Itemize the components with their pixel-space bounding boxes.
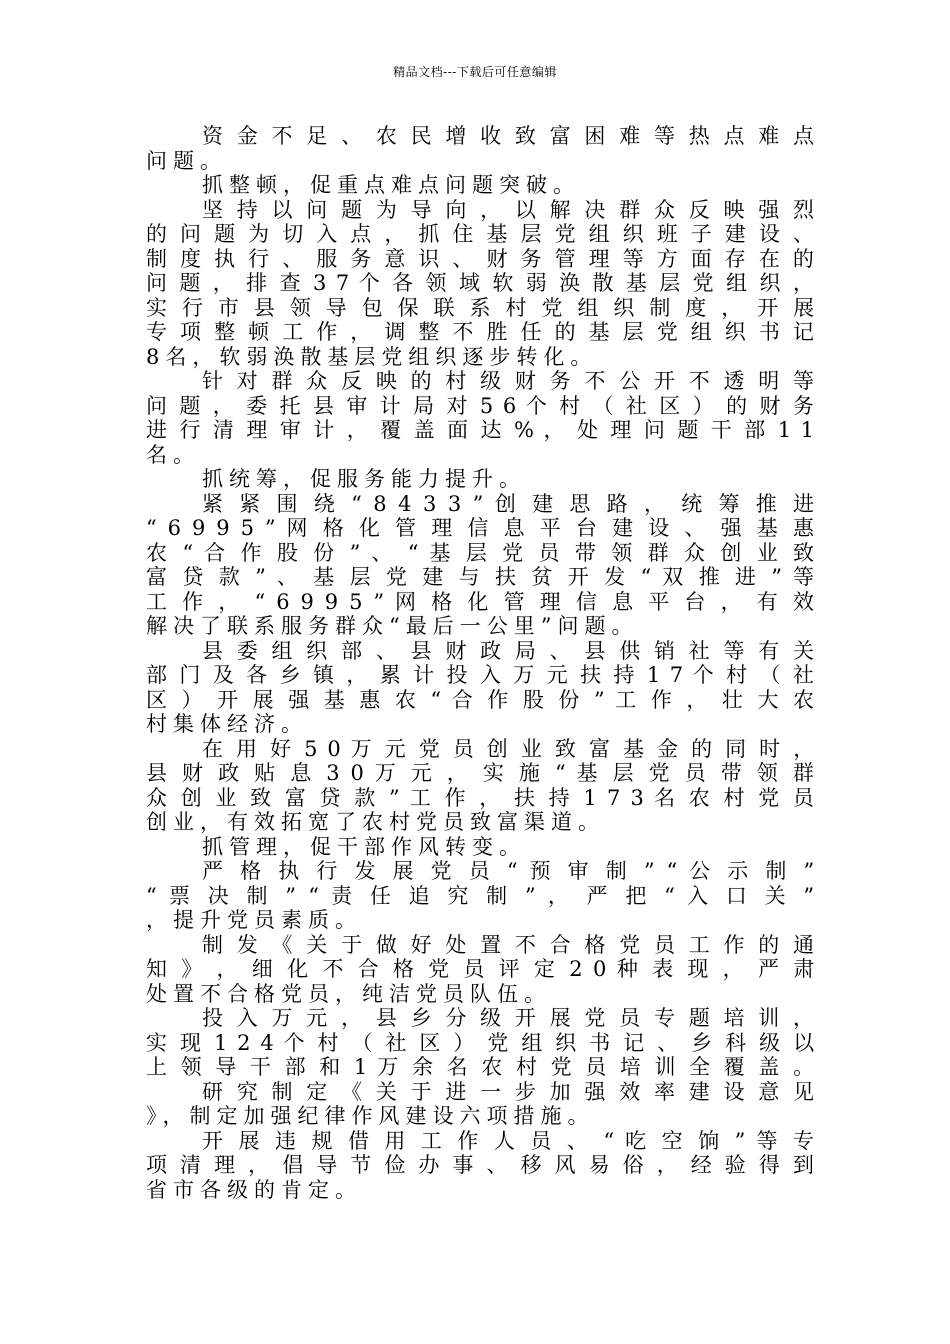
text-line: 众 创 业 致 富 贷 款 ” 工 作 ， 扶 持 1 7 3 名 农 村 党 员: [146, 785, 814, 810]
text-line: 8名，软弱涣散基层党组织逐步转化。: [146, 344, 598, 369]
text-line: 进 行 清 理 审 计 ， 覆 盖 面 达 % ， 处 理 问 题 干 部 1 1: [146, 418, 814, 442]
text-line: 的 问 题 为 切 入 点 ， 抓 住 基 层 党 组 织 班 子 建 设 、: [146, 222, 814, 246]
text-line: 资 金 不 足 、 农 民 增 收 致 富 困 难 等 热 点 难 点: [202, 124, 815, 148]
text-line: 抓整顿，促重点难点问题突破。: [202, 173, 580, 197]
text-line: 投 入 万 元 ， 县 乡 分 级 开 展 党 员 专 题 培 训 ，: [202, 1006, 815, 1030]
text-line: 实 行 市 县 领 导 包 保 联 系 村 党 组 织 制 度 ， 开 展: [146, 295, 815, 320]
text-line: 》，制定加强纪律作风建设六项措施。: [146, 1104, 595, 1128]
text-line: 严 格 执 行 发 展 党 员 “ 预 审 制 ” “ 公 示 制 ”: [202, 859, 815, 883]
text-line: 坚 持 以 问 题 为 导 向 ， 以 解 决 群 众 反 映 强 烈: [202, 197, 815, 222]
text-line: 解决了联系服务群众“最后一公里”问题。: [146, 614, 639, 638]
text-line: 县 财 政 贴 息 3 0 万 元 ， 实 施 “ 基 层 党 员 带 领 群: [146, 761, 814, 785]
page-header: 精品文档---下载后可任意编辑: [393, 65, 557, 79]
text-line: 知 》 ， 细 化 不 合 格 党 员 评 定 2 0 种 表 现 ， 严 肃: [146, 957, 815, 981]
text-line: 研 究 制 定 《 关 于 进 一 步 加 强 效 率 建 设 意 见: [202, 1079, 815, 1104]
text-line: “ 6 9 9 5 ” 网 格 化 管 理 信 息 平 台 建 设 、 强 基 惠: [146, 516, 814, 540]
text-line: 专 项 整 顿 工 作 ， 调 整 不 胜 任 的 基 层 党 组 织 书 记: [146, 320, 814, 344]
text-line: 创业，有效拓宽了农村党员致富渠道。: [146, 810, 605, 834]
text-line: 问 题 ， 委 托 县 审 计 局 对 5 6 个 村 （ 社 区 ） 的 财 务: [146, 393, 814, 418]
text-line: 部 门 及 各 乡 镇 ， 累 计 投 入 万 元 扶 持 1 7 个 村 （ 社: [146, 663, 814, 687]
text-line: 实 现 1 2 4 个 村 （ 社 区 ） 党 组 织 书 记 、 乡 科 级 以: [146, 1030, 815, 1055]
text-line: 针 对 群 众 反 映 的 村 级 财 务 不 公 开 不 透 明 等: [202, 369, 815, 393]
text-line: 农 “ 合 作 股 份 ” 、 “ 基 层 党 员 带 领 群 众 创 业 致: [146, 540, 815, 565]
text-line: 区 ） 开 展 强 基 惠 农 “ 合 作 股 份 ” 工 作 ， 壮 大 农: [146, 687, 815, 712]
text-line: 富 贷 款 ” 、 基 层 党 建 与 扶 贫 开 发 “ 双 推 进 ” 等: [146, 565, 815, 589]
text-line: 县 委 组 织 部 、 县 财 政 局 、 县 供 销 社 等 有 关: [202, 638, 815, 663]
text-line: 工 作 ， “ 6 9 9 5 ” 网 格 化 管 理 信 息 平 台 ， 有 效: [146, 589, 814, 614]
text-line: 项 清 理 ， 倡 导 节 俭 办 事 、 移 风 易 俗 ， 经 验 得 到: [146, 1153, 814, 1177]
text-line: 制 度 执 行 、 服 务 意 识 、 财 务 管 理 等 方 面 存 在 的: [146, 246, 814, 271]
text-line: 上 领 导 干 部 和 1 万 余 名 农 村 党 员 培 训 全 覆 盖 。: [146, 1055, 815, 1079]
text-line: ，提升党员素质。: [146, 908, 362, 932]
text-line: 村集体经济。: [146, 712, 308, 736]
text-line: “ 票 决 制 ” “ 责 任 追 究 制 ” ， 严 把 “ 入 口 关 ”: [146, 883, 815, 908]
text-line: 抓统筹，促服务能力提升。: [202, 467, 526, 491]
text-line: 问题。: [146, 148, 227, 173]
text-line: 在 用 好 5 0 万 元 党 员 创 业 致 富 基 金 的 同 时 ，: [202, 736, 815, 761]
text-line: 抓管理，促干部作风转变。: [202, 834, 526, 859]
text-line: 紧 紧 围 绕 “ 8 4 3 3 ” 创 建 思 路 ， 统 筹 推 进: [202, 491, 814, 516]
text-line: 处置不合格党员，纯洁党员队伍。: [146, 981, 551, 1006]
text-line: 开 展 违 规 借 用 工 作 人 员 、 “ 吃 空 饷 ” 等 专: [202, 1128, 814, 1153]
text-line: 名。: [146, 442, 200, 467]
text-line: 问 题 ， 排 查 3 7 个 各 领 域 软 弱 涣 散 基 层 党 组 织 ，: [146, 271, 814, 295]
document-body: [146, 124, 814, 1202]
text-line: 制 发 《 关 于 做 好 处 置 不 合 格 党 员 工 作 的 通: [202, 932, 815, 957]
text-line: 省市各级的肯定。: [146, 1177, 362, 1202]
